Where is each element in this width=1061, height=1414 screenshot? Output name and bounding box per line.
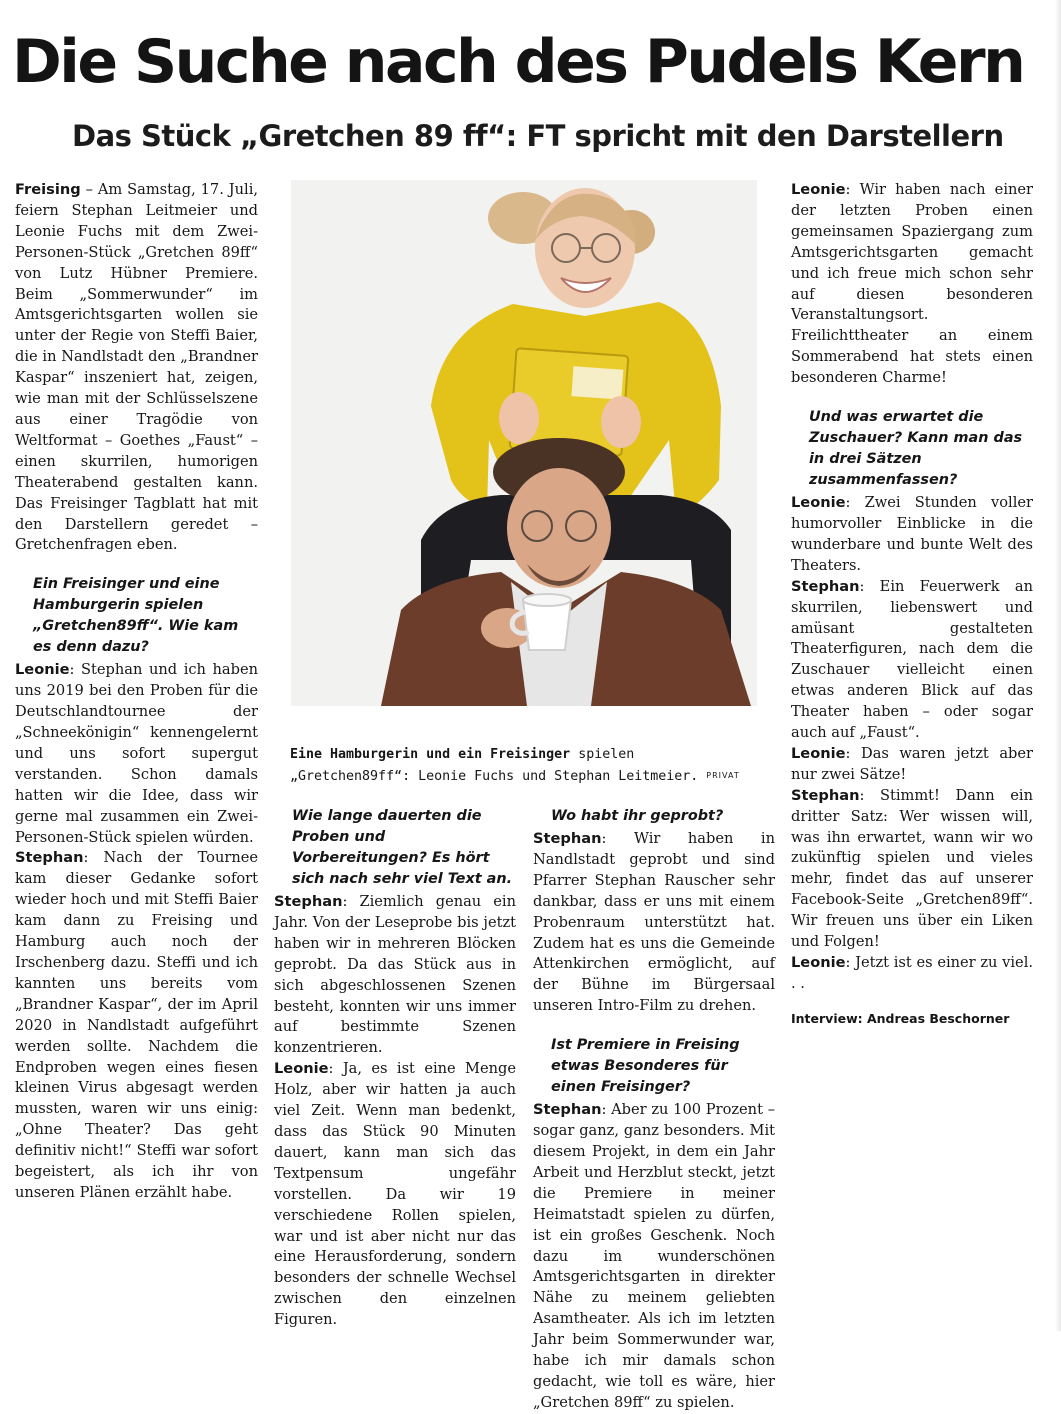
answer-5-stephan-2 [791,786,1033,953]
article-photo [291,180,757,706]
speaker-leonie: Leonie [274,1060,329,1078]
answer-1-leonie [15,660,258,848]
coffee-cup [523,600,571,650]
answer-text: : Wir haben nach einer der letzten Proben einen gemeinsamen Spaziergang zum Amtsgerichtsgarten gemacht und ich freue mich schon sehr auf diesen besonderen Veranstaltungsort. Freilichttheater an einem Sommerabend hat stets einen besonderen Charme! [791,181,1033,387]
answer-2-stephan [274,892,516,1059]
speaker-stephan: Stephan [533,830,602,847]
speaker-stephan: Stephan [791,577,860,595]
answer-text: : Jetzt ist es einer zu viel. . . [791,954,1033,992]
text-column-4 [791,180,1033,1030]
answer-4-stephan [533,1100,775,1414]
page-edge-shadow [1055,0,1061,1331]
headline: Die Suche nach des Pudels Kern [12,27,1024,97]
answer-text: : Ein Feuerwerk an skurrilen, liebenswert und amüsant gestalteten Theaterfiguren, nach dem die Zuschauer vielleicht einen etwas anderen Blick auf das Theater haben – oder sogar auch auf „Faust“. [791,577,1033,742]
question-5: Und was erwartet die Zuschauer? Kann man das in drei Sätzen zusammenfassen? [809,409,1023,489]
intro-text: – Am Samstag, 17. Juli, feiern Stephan Leitmeier und Leonie Fuchs mit dem Zwei-Personen-Stück „Gretchen 89ff“ von Lutz Hübner Premiere. Beim „Sommerwunder“ im Amtsgerichtsgarten wollen sie unter der Regie von Steffi Baier, die in Nandlstadt den „Brandner Kaspar“ inszeniert hat, zeigen, wie man mit der Schlüsselszene aus einer Tragödie von Weltformat – Goethes „Faust“ – einen skurrilen, humorigen Theaterabend gestalten kann. Das Freisinger Tagblatt hat mit den Darstellern geredet – Gretchenfragen eben. [15,181,258,554]
question-3: Wo habt ihr geprobt? [551,808,724,824]
text-column-2 [274,806,516,1331]
photo-illustration [291,180,757,706]
answer-5-stephan [791,577,1033,744]
photo-caption [290,744,758,787]
answer-text: : Stimmt! Dann ein dritter Satz: Wer wissen will, was ihn erwartet, wann wir wo zukünftig spielen und vieles mehr, findet das auf unserer Facebook-Seite „Gretchen89ff“. Wir freuen uns über ein Liken und Folgen! [791,786,1033,951]
answer-text: : Nach der Tournee kam dieser Gedanke sofort wieder hoch und mit Steffi Baier kam dann zu Freising und Hamburg auch noch der Irschenberg dazu. Steffi und ich kannten uns bereits vom „Brandner Kaspar“, der im April 2020 in Nandlstadt aufgeführt werden sollte. Nachdem die Endproben wegen eines fiesen kleinen Virus abgesagt werden mussten, waren wir uns einig: „Ohne Theater? Das geht definitiv nicht!“ Steffi war sofort begeistert, als ich ihr von unseren Plänen erzählt habe. [15,849,258,1201]
speaker-stephan: Stephan [15,849,84,867]
answer-4-leonie [791,180,1033,389]
answer-5-leonie-2 [791,744,1033,786]
speaker-leonie: Leonie [791,954,846,971]
photo-credit: PRIVAT [706,771,740,780]
text-column-1 [15,180,258,1204]
speaker-stephan: Stephan [533,1101,602,1119]
answer-5-leonie-3 [791,953,1033,995]
caption-text: spielen „Gretchen89ff“: Leonie Fuchs und Stephan Leitmeier. [290,747,699,784]
answer-text: : Aber zu 100 Prozent – sogar ganz, ganz besonders. Mit diesem Projekt, in dem ein Jahr Arbeit und Herzblut steckt, jetzt die Premiere in meiner Heimatstadt spielen zu dürfen, ist ein großes Geschenk. Noch dazu im wunderschönen Amtsgerichtsgarten in direkter Nähe zu meinem geliebten Asamtheater. Als ich im letzten Jahr beim Sommerwunder war, habe ich mir damals schon gedacht, wie toll es wäre, hier „Gretchen 89ff“ zu spielen. [533,1101,775,1411]
question-4: Ist Premiere in Freising etwas Besonderes für einen Freisinger? [551,1037,740,1096]
speaker-stephan: Stephan [274,893,343,910]
answer-5-leonie [791,493,1033,577]
speaker-leonie: Leonie [791,181,846,198]
interview-credit: Interview: Andreas Beschorner [791,1010,1010,1026]
subheadline: Das Stück „Gretchen 89 ff“: FT spricht mit den Darstellern [72,119,1004,153]
dateline: Freising [15,181,81,198]
speaker-leonie: Leonie [791,494,846,512]
answer-text: : Wir haben in Nandlstadt geprobt und sind Pfarrer Stephan Rauscher sehr dankbar, dass er uns mit einem Probenraum unterstützt hat. Zudem hat es uns die Gemeinde Attenkirchen ermöglicht, auf der Bühne im Bürgersaal unseren Intro-Film zu drehen. [533,830,775,1015]
answer-text: : Das waren jetzt aber nur zwei Sätze! [791,744,1033,783]
answer-1-stephan [15,848,258,1203]
answer-text: : Ziemlich genau ein Jahr. Von der Leseprobe bis jetzt haben wir in mehreren Blöcken geprobt. Da das Stück aus in sich abgeschlossenen Szenen besteht, konnten wir uns immer auf bestimmte Szenen konzentrieren. [274,893,516,1057]
question-1: Ein Freisinger und eine Hamburgerin spielen „Gretchen89ff“. Wie kam es denn dazu? [33,576,239,656]
answer-3-stephan [533,829,775,1017]
text-column-3 [533,806,775,1414]
answer-text: : Stephan und ich haben uns 2019 bei den Proben für die Deutschlandtournee der „Schneekönigin“ kennengelernt und uns sofort supergut verstanden. Schon damals hatten wir die Idee, dass wir gerne mal zusammen ein Zwei-Personen-Stück spielen würden. [15,661,258,846]
intro-paragraph [15,180,258,556]
question-2: Wie lange dauerten die Proben und Vorbereitungen? Es hört sich nach sehr viel Text an. [292,808,513,887]
speaker-leonie: Leonie [15,661,70,679]
answer-text: : Zwei Stunden voller humorvoller Einblicke in die wunderbare und bunte Welt des Theaters. [791,494,1033,574]
caption-bold: Eine Hamburgerin und ein Freisinger [290,747,571,762]
answer-2-leonie [274,1059,516,1331]
answer-text: : Ja, es ist eine Menge Holz, aber wir hatten ja auch viel Zeit. Wenn man bedenkt, dass das Stück 90 Minuten dauert, kann man sich das Textpensum ungefähr vorstellen. Da wir 19 verschiedene Rollen spielen, war und ist aber nicht nur das eine Herausforderung, sondern besonders der schnelle Wechsel zwischen den einzelnen Figuren. [274,1060,516,1329]
speaker-leonie: Leonie [791,744,846,762]
speaker-stephan: Stephan [791,786,860,804]
